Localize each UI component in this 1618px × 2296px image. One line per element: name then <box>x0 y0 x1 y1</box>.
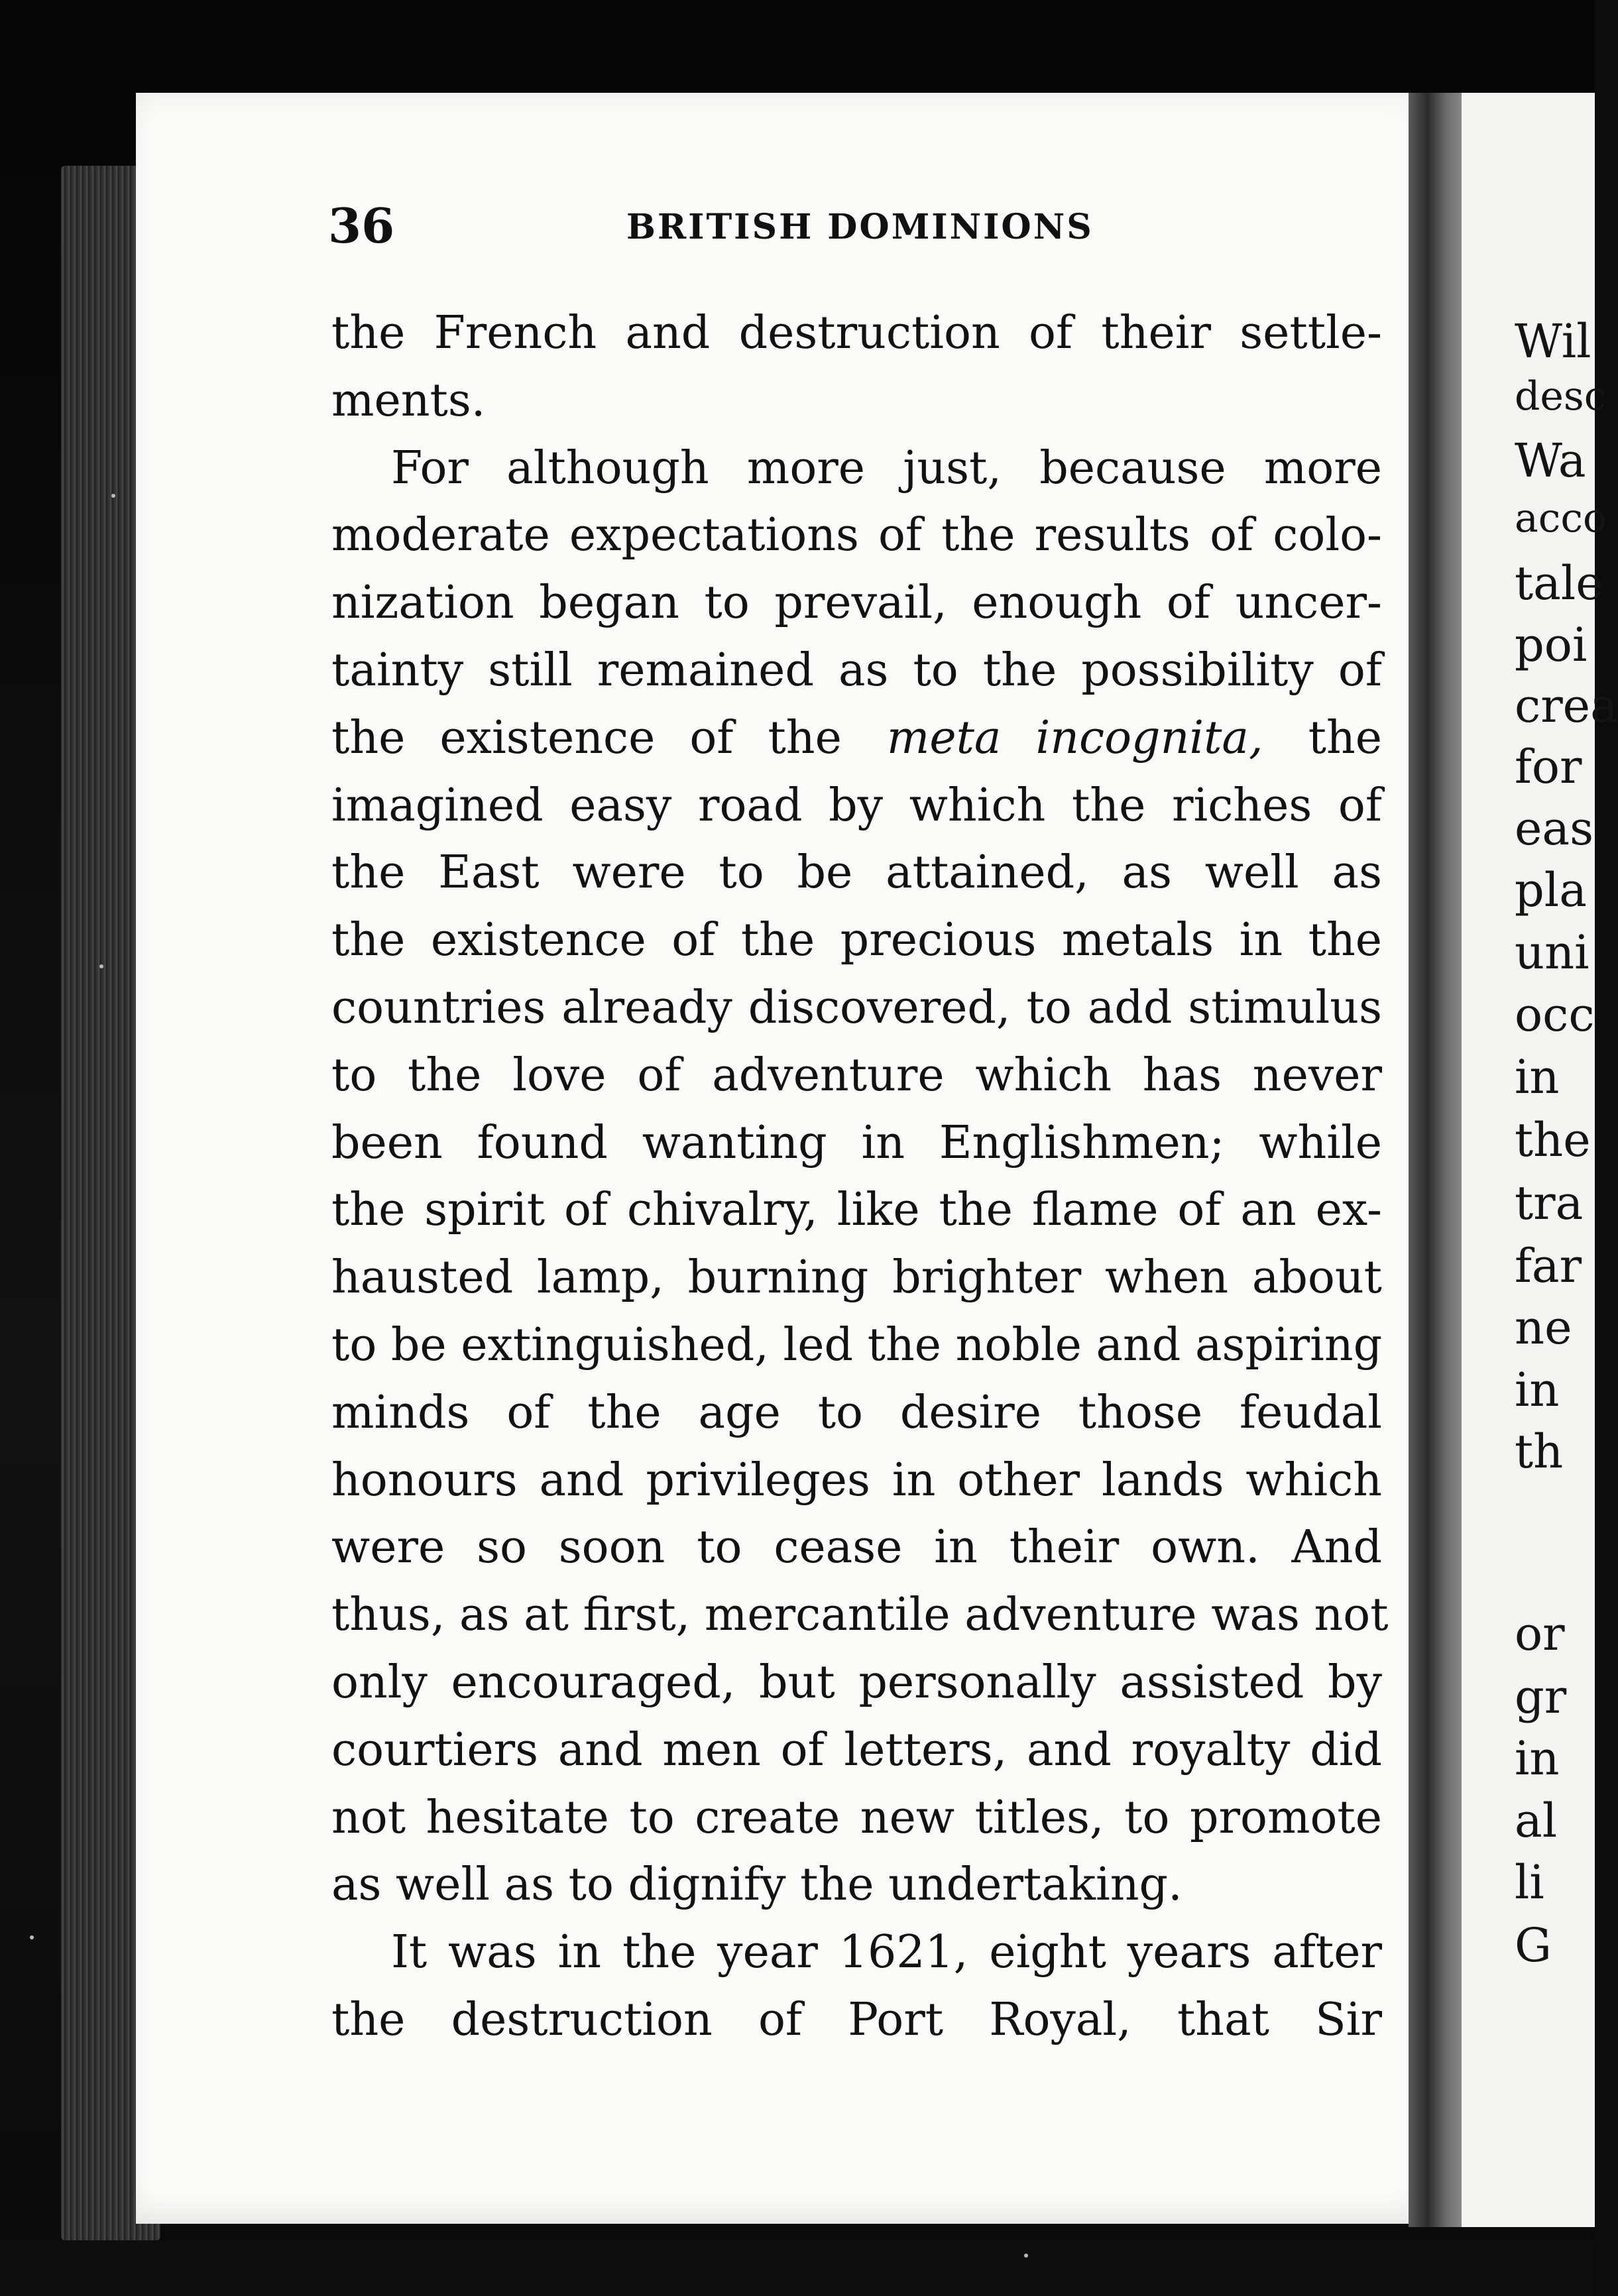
facing-page-fragment: pla <box>1515 863 1587 917</box>
text-line: honours and privileges in other lands which <box>331 1454 1382 1507</box>
body-text <box>331 300 1389 2054</box>
facing-page-fragment: poi <box>1515 618 1588 672</box>
text-line: It was in the year 1621, eight years after <box>391 1926 1382 1979</box>
text-segment: the <box>1308 711 1382 764</box>
text-line: tainty still remained as to the possibility of <box>331 644 1382 697</box>
text-line: not hesitate to create new titles, to promote <box>331 1791 1382 1844</box>
text-line: nization began to prevail, enough of uncer- <box>331 577 1382 630</box>
facing-page-fragment: in <box>1515 1050 1560 1104</box>
facing-page-fragment: far <box>1515 1239 1582 1293</box>
facing-page-fragment: tale <box>1515 556 1603 610</box>
text-line: moderate expectations of the results of colo- <box>331 509 1382 562</box>
scan-speck <box>30 1935 34 1939</box>
text-line: the spirit of chivalry, like the flame of an ex- <box>331 1184 1382 1237</box>
text-segment: the existence of the <box>331 711 842 764</box>
facing-page-fragment: crea <box>1515 679 1618 733</box>
facing-page-fragment: al <box>1515 1794 1558 1848</box>
facing-page-fragment: Wa <box>1515 433 1586 488</box>
facing-page-fragment: th <box>1515 1424 1564 1479</box>
facing-page-fragment: for <box>1515 740 1582 794</box>
text-line-with-italic <box>331 705 1382 772</box>
text-line: imagined easy road by which the riches of <box>331 779 1382 832</box>
text-line: to the love of adventure which has never <box>331 1049 1382 1102</box>
text-line: hausted lamp, burning brighter when about <box>331 1251 1382 1304</box>
text-line: For although more just, because more <box>391 441 1382 494</box>
facing-page-fragment: ne <box>1515 1300 1572 1355</box>
facing-page-fragment: occ <box>1515 988 1595 1042</box>
facing-page-fragment: Wil <box>1515 314 1591 369</box>
text-line: the French and destruction of their settle- <box>331 307 1382 359</box>
scan-speck <box>1024 2254 1028 2258</box>
text-line: thus, as at first, mercantile adventure was not <box>331 1589 1389 1642</box>
text-line: countries already discovered, to add stimulus <box>331 981 1382 1034</box>
facing-page-fragment: G <box>1515 1918 1552 1973</box>
italic-phrase: meta incognita, <box>886 711 1263 764</box>
facing-page-fragment: or <box>1515 1607 1565 1661</box>
page-number: 36 <box>328 198 395 254</box>
running-head <box>328 198 1382 254</box>
facing-page-fragment: in <box>1515 1363 1560 1417</box>
facing-page-fragment: acco <box>1515 495 1607 542</box>
text-line: to be extinguished, led the noble and aspiring <box>331 1318 1383 1371</box>
facing-page-fragment: uni <box>1515 925 1589 980</box>
running-title: BRITISH DOMINIONS <box>626 207 1094 247</box>
facing-page-fragment: the <box>1515 1113 1591 1167</box>
text-line: the existence of the precious metals in the <box>331 914 1382 967</box>
text-line: the East were to be attained, as well as <box>331 846 1382 899</box>
facing-page-fragment: gr <box>1515 1670 1567 1724</box>
text-line: the destruction of Port Royal, that Sir <box>331 1993 1382 2046</box>
text-line: were so soon to cease in their own. And <box>331 1521 1382 1574</box>
scan-speck <box>99 964 103 968</box>
facing-page-fragment: in <box>1515 1731 1560 1786</box>
facing-page-fragment: desc <box>1515 373 1607 420</box>
text-line: only encouraged, but personally assisted by <box>331 1656 1382 1709</box>
text-line: been found wanting in Englishmen; while <box>331 1116 1382 1169</box>
text-line: courtiers and men of letters, and royalty did <box>331 1723 1382 1776</box>
facing-page-fragment: li <box>1515 1855 1544 1910</box>
scan-speck <box>111 494 115 498</box>
facing-page-fragment: eas <box>1515 801 1594 856</box>
text-line: ments. <box>331 374 486 427</box>
scan-bottom-shadow <box>0 2240 1595 2296</box>
text-line: as well as to dignify the undertaking. <box>331 1859 1183 1912</box>
facing-page-fragment: tra <box>1515 1176 1584 1230</box>
book-page-right-facing <box>1462 93 1618 2227</box>
text-line: minds of the age to desire those feudal <box>331 1386 1382 1439</box>
